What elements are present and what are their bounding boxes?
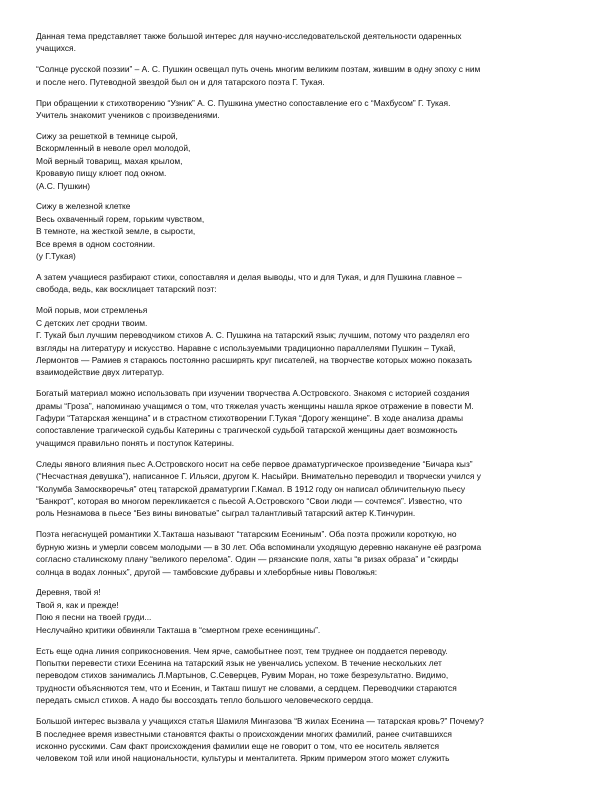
paragraph-mingazov-article: Большой интерес вызвала у учащихся статья Шамиля Мингазова “В жилах Есенина — татарская кровь?” Почему? В последнее время известными становятся факты о происхождении многих фамилий, ранее считавшихся исконно русскими. Сам факт происхождения фамилии еще не говорит о том, что ее носитель является человеком той или иной национальности, культуры и менталитета. Ярким примером этого может служить [36,716,484,764]
paragraph-ostrovsky-groza: Богатый материал можно использовать при изучении творчества А.Островского. Знакомя с историей создания драмы “Гроза”, напоминаю учащимся о том, что тяжелая участь женщины нашла яркое отражение в повести М. Гафури “Татарская женщина” и в страстном стихотворении Г.Тукая “Дорогу женщине”. В ходе анализа драмы сопоставление трагической судьбы Катерины с трагической судьбой татарской женщины дает возможность учащимся правильно понять и поступок Катерины. [36,388,474,448]
paragraph-tukay-translator: Мой порыв, мои стремленья С детских лет сродни твоим. Г. Тукай был лучшим переводчиком стихов А. С. Пушкина на татарский язык; лучшим, потому что разделял его взгляды на литературу и искусство. Наравне с используемыми традиционно параллелями Пушкин – Тукай, Лермонтов — Рамиев я стараюсь постоянно расширять круг писателей, на творчестве которых можно показать взаимодействие двух литератур. [36,305,473,378]
paragraph-freedom: А затем учащиеся разбирают стихи, сопоставляя и делая выводы, что и для Тукая, и для Пушкина главное – свобода, ведь, как восклицает татарский поэт: [36,272,462,295]
paragraph-translation: Есть еще одна линия соприкосновения. Чем ярче, самобытнее поэт, тем труднее он поддается переводу. Попытки перевести стихи Есенина на татарский язык не увенчались успехом. В течение нескольких лет переводом стихов занимались Л.Мартынов, С.Северцев, Рувим Моран, но тоже безрезультатно. Видимо, трудности объясняются тем, что и Есенин, и Такташ пишут не словами, а сердцем. Переводчики стараются передать смысл стихов. А надо бы воссоздать тепло большого человеческого сердца. [36,645,457,706]
document-page [36,30,582,773]
poem-taktash: Деревня, твой я! Твой я, как и прежде! Пою я песни на твоей груди... Неслучайно критики обвиняли Такташа в “смертном грехе есенинщины”. [36,587,321,635]
paragraph-intro: Данная тема представляет также большой интерес для научно-исследовательской деятельности одаренных учащихся. [36,31,462,54]
paragraph-ostrovsky-influence: Следы явного влияния пьес А.Островского носит на себе первое драматургическое произведение “Бичара кыз” (“Несчастная девушка”), написанное Г. Ильяси, другом К. Насыйри. Внимательно переводил и творчески учился у “Колумба Замоскворечья” отец татарской драматургии Г.Камал. В 1912 году он написал обличительную пьесу “Банкрот”, которая во многом перекликается с пьесой А.Островского “Свои люди — сочтемся”. Известно, что роль Незнамова в пьесе “Без вины виноватые” сыграл талантливый татарский актер К.Тинчурин. [36,458,481,519]
paragraph-taktash-esenin: Поэта негаснущей романтики Х.Такташа называют “татарским Есениным”. Оба поэта прожили короткую, но бурную жизнь и умерли совсем молодыми — в 30 лет. Оба вспоминали уходящую деревню накануне её разгрома согласно сталинскому плану “великого перелома”. Один — рязанские поля, хаты “в ризах образа” и “скирды солнца в водах лонных”, другой — тамбовские дубравы и хлеборбные нивы Поволжья: [36,529,482,577]
poem-pushkin: Сижу за решеткой в темнице сырой, Вскормленный в неволе орел молодой, Мой верный товарищ, махая крылом, Кровавую пищу клюет под окном. (А.С. Пушкин) [36,130,191,191]
paragraph-pushkin-sun: “Солнце русской поэзии” – А. С. Пушкин освещал путь очень многим великим поэтам, жившим в одну эпоху с ним и после него. Путеводной звездой был он и для татарского поэта Г. Тукая. [36,64,481,87]
poem-tukay: Сижу в железной клетке Весь охваченный горем, горьким чувством, В темноте, на жесткой земле, в сырости, Все время в одном состоянии. (у Г.Тукая) [36,201,205,262]
paragraph-uznik-mahbus: При обращении к стихотворению “Узник” А. С. Пушкина уместно сопоставление его с “Махбусом” Г. Тукая. Учитель знакомит учеников с произведениями. [36,97,451,121]
